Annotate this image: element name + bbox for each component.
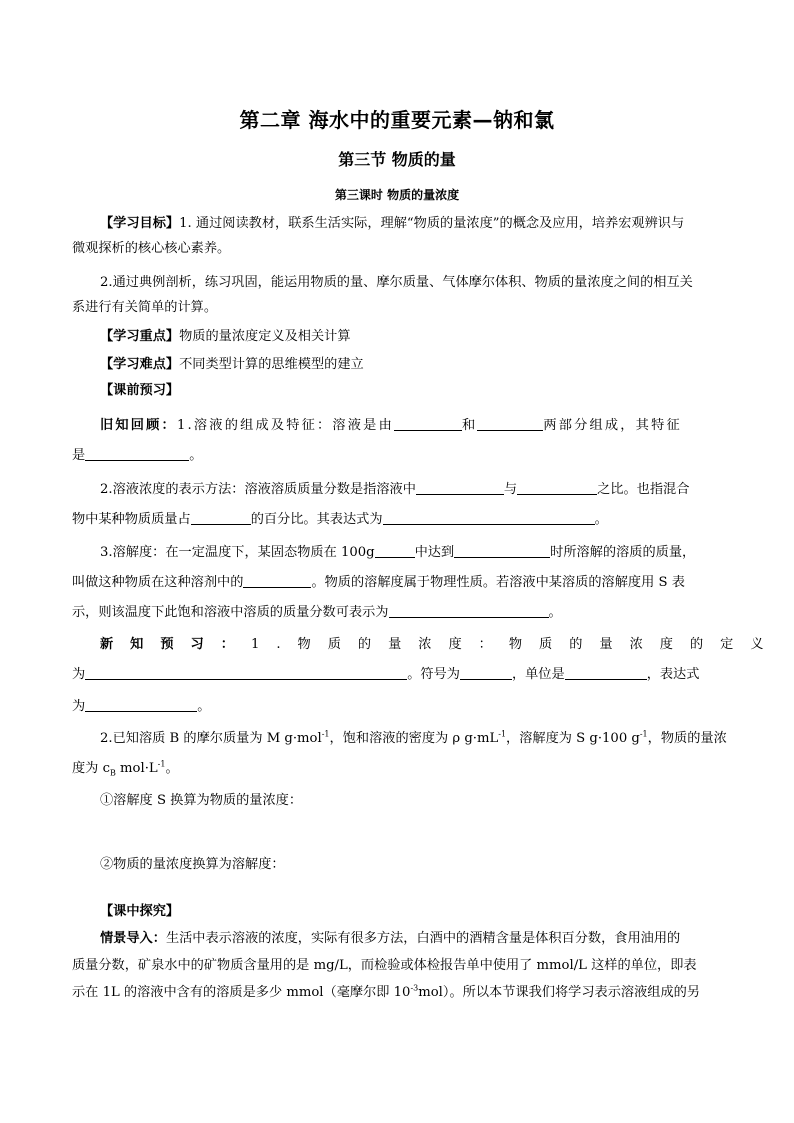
newknow-line-3: 为 。 <box>72 699 211 714</box>
review-label: 旧知回顾： <box>100 418 177 433</box>
newknow-line-1: 新知预习：1.物质的量浓度：物质的量浓度的定义 <box>100 637 781 652</box>
blank[interactable] <box>243 573 311 588</box>
blank[interactable] <box>191 510 251 525</box>
blank[interactable] <box>389 603 549 618</box>
blank[interactable] <box>477 416 543 431</box>
objectives-label: 【学习目标】 <box>100 216 180 231</box>
blank[interactable] <box>454 543 550 558</box>
blank[interactable] <box>517 480 597 495</box>
blank[interactable] <box>85 446 189 461</box>
intro-line-3: 示在 1L 的溶液中含有的溶质是多少 mmol（毫摩尔即 $10^{-3}mol$）。所以本节课我们将学习表示溶液组成的另 <box>72 983 701 1000</box>
inclass-heading: 【课中探究】 <box>100 904 180 919</box>
section-title: 第三节 物质的量 <box>338 150 456 169</box>
objectives-line-1: 【学习目标】1. 通过阅读教材，联系生活实际，理解“物质的量浓度”的概念及应用，培养宏观辨识与 <box>100 216 685 231</box>
review-q3-line-3: 示，则该温度下此饱和溶液中溶质的质量分数可表示为 。 <box>72 605 562 620</box>
keypoint-line: 【学习重点】物质的量浓度定义及相关计算 <box>100 329 351 344</box>
conversion-1: ①溶解度 S 换算为物质的量浓度： <box>100 793 303 808</box>
conversion-2: ②物质的量浓度换算为溶解度： <box>100 857 285 872</box>
objectives-line-2: 微观探析的核心核心素养。 <box>72 241 231 256</box>
newknow-line-4: 2.已知溶质 B 的摩尔质量为 M g·mol$^{-1}$，饱和溶液的密度为 ρ $g\cdot mL^{-1}$，溶解度为 S g·100 $g^{-1}$，物质的量浓 <box>100 729 727 746</box>
review-q1-line-2: 是 。 <box>72 448 203 463</box>
intro-line-1: 情景导入：生活中表示溶液的浓度，实际有很多方法，白酒中的酒精含量是体积百分数，食用油用的 <box>100 931 681 946</box>
blank[interactable] <box>85 665 407 680</box>
review-q2-line-1: 2.溶液浓度的表示方法：溶液溶质质量分数是指溶液中 与 之比。也指混合 <box>100 482 690 497</box>
intro-line-2: 质量分数，矿泉水中的矿物质含量用的是 mg/L，而检验或体检报告单中使用了 mmol/L 这样的单位，即表 <box>72 958 697 973</box>
newknow-line-5: 度为 $c_B$ $mol\cdot L^{-1}$。 <box>72 759 179 778</box>
lesson-title: 第三课时 物质的量浓度 <box>334 188 460 202</box>
chapter-title: 第二章 海水中的重要元素—钠和氯 <box>239 108 555 132</box>
review-q3-line-1: 3.溶解度：在一定温度下，某固态物质在 100g 中达到 时所溶解的溶质的质量， <box>100 545 696 560</box>
intro-label: 情景导入： <box>100 931 166 946</box>
blank[interactable] <box>394 416 462 431</box>
blank[interactable] <box>416 480 504 495</box>
blank[interactable] <box>460 665 512 680</box>
review-q3-line-2: 叫做这种物质在这种溶剂中的 。物质的溶解度属于物理性质。若溶液中某溶质的溶解度用 S 表 <box>72 575 685 590</box>
objectives-line-3: 2.通过典例剖析，练习巩固，能运用物质的量、摩尔质量、气体摩尔体积、物质的量浓度之间的相互关 <box>100 275 693 290</box>
blank[interactable] <box>565 665 647 680</box>
newknow-line-2: 为 。符号为 ，单位是 ，表达式 <box>72 667 700 682</box>
blank[interactable] <box>85 697 197 712</box>
blank[interactable] <box>383 510 595 525</box>
review-q2-line-2: 物中某种物质质量占 的百分比。其表达式为 。 <box>72 512 608 527</box>
blank[interactable] <box>375 543 415 558</box>
objectives-line-4: 系进行有关简单的计算。 <box>72 300 218 315</box>
preview-heading: 【课前预习】 <box>100 383 180 398</box>
difficulty-label: 【学习难点】 <box>100 357 180 372</box>
newknow-label: 新知预习： <box>100 637 251 652</box>
difficulty-line: 【学习难点】不同类型计算的思维模型的建立 <box>100 357 364 372</box>
review-q1-line-1: 旧知回顾：1.溶液的组成及特征：溶液是由 和 两部分组成，其特征 <box>100 418 682 433</box>
keypoint-label: 【学习重点】 <box>100 329 180 344</box>
